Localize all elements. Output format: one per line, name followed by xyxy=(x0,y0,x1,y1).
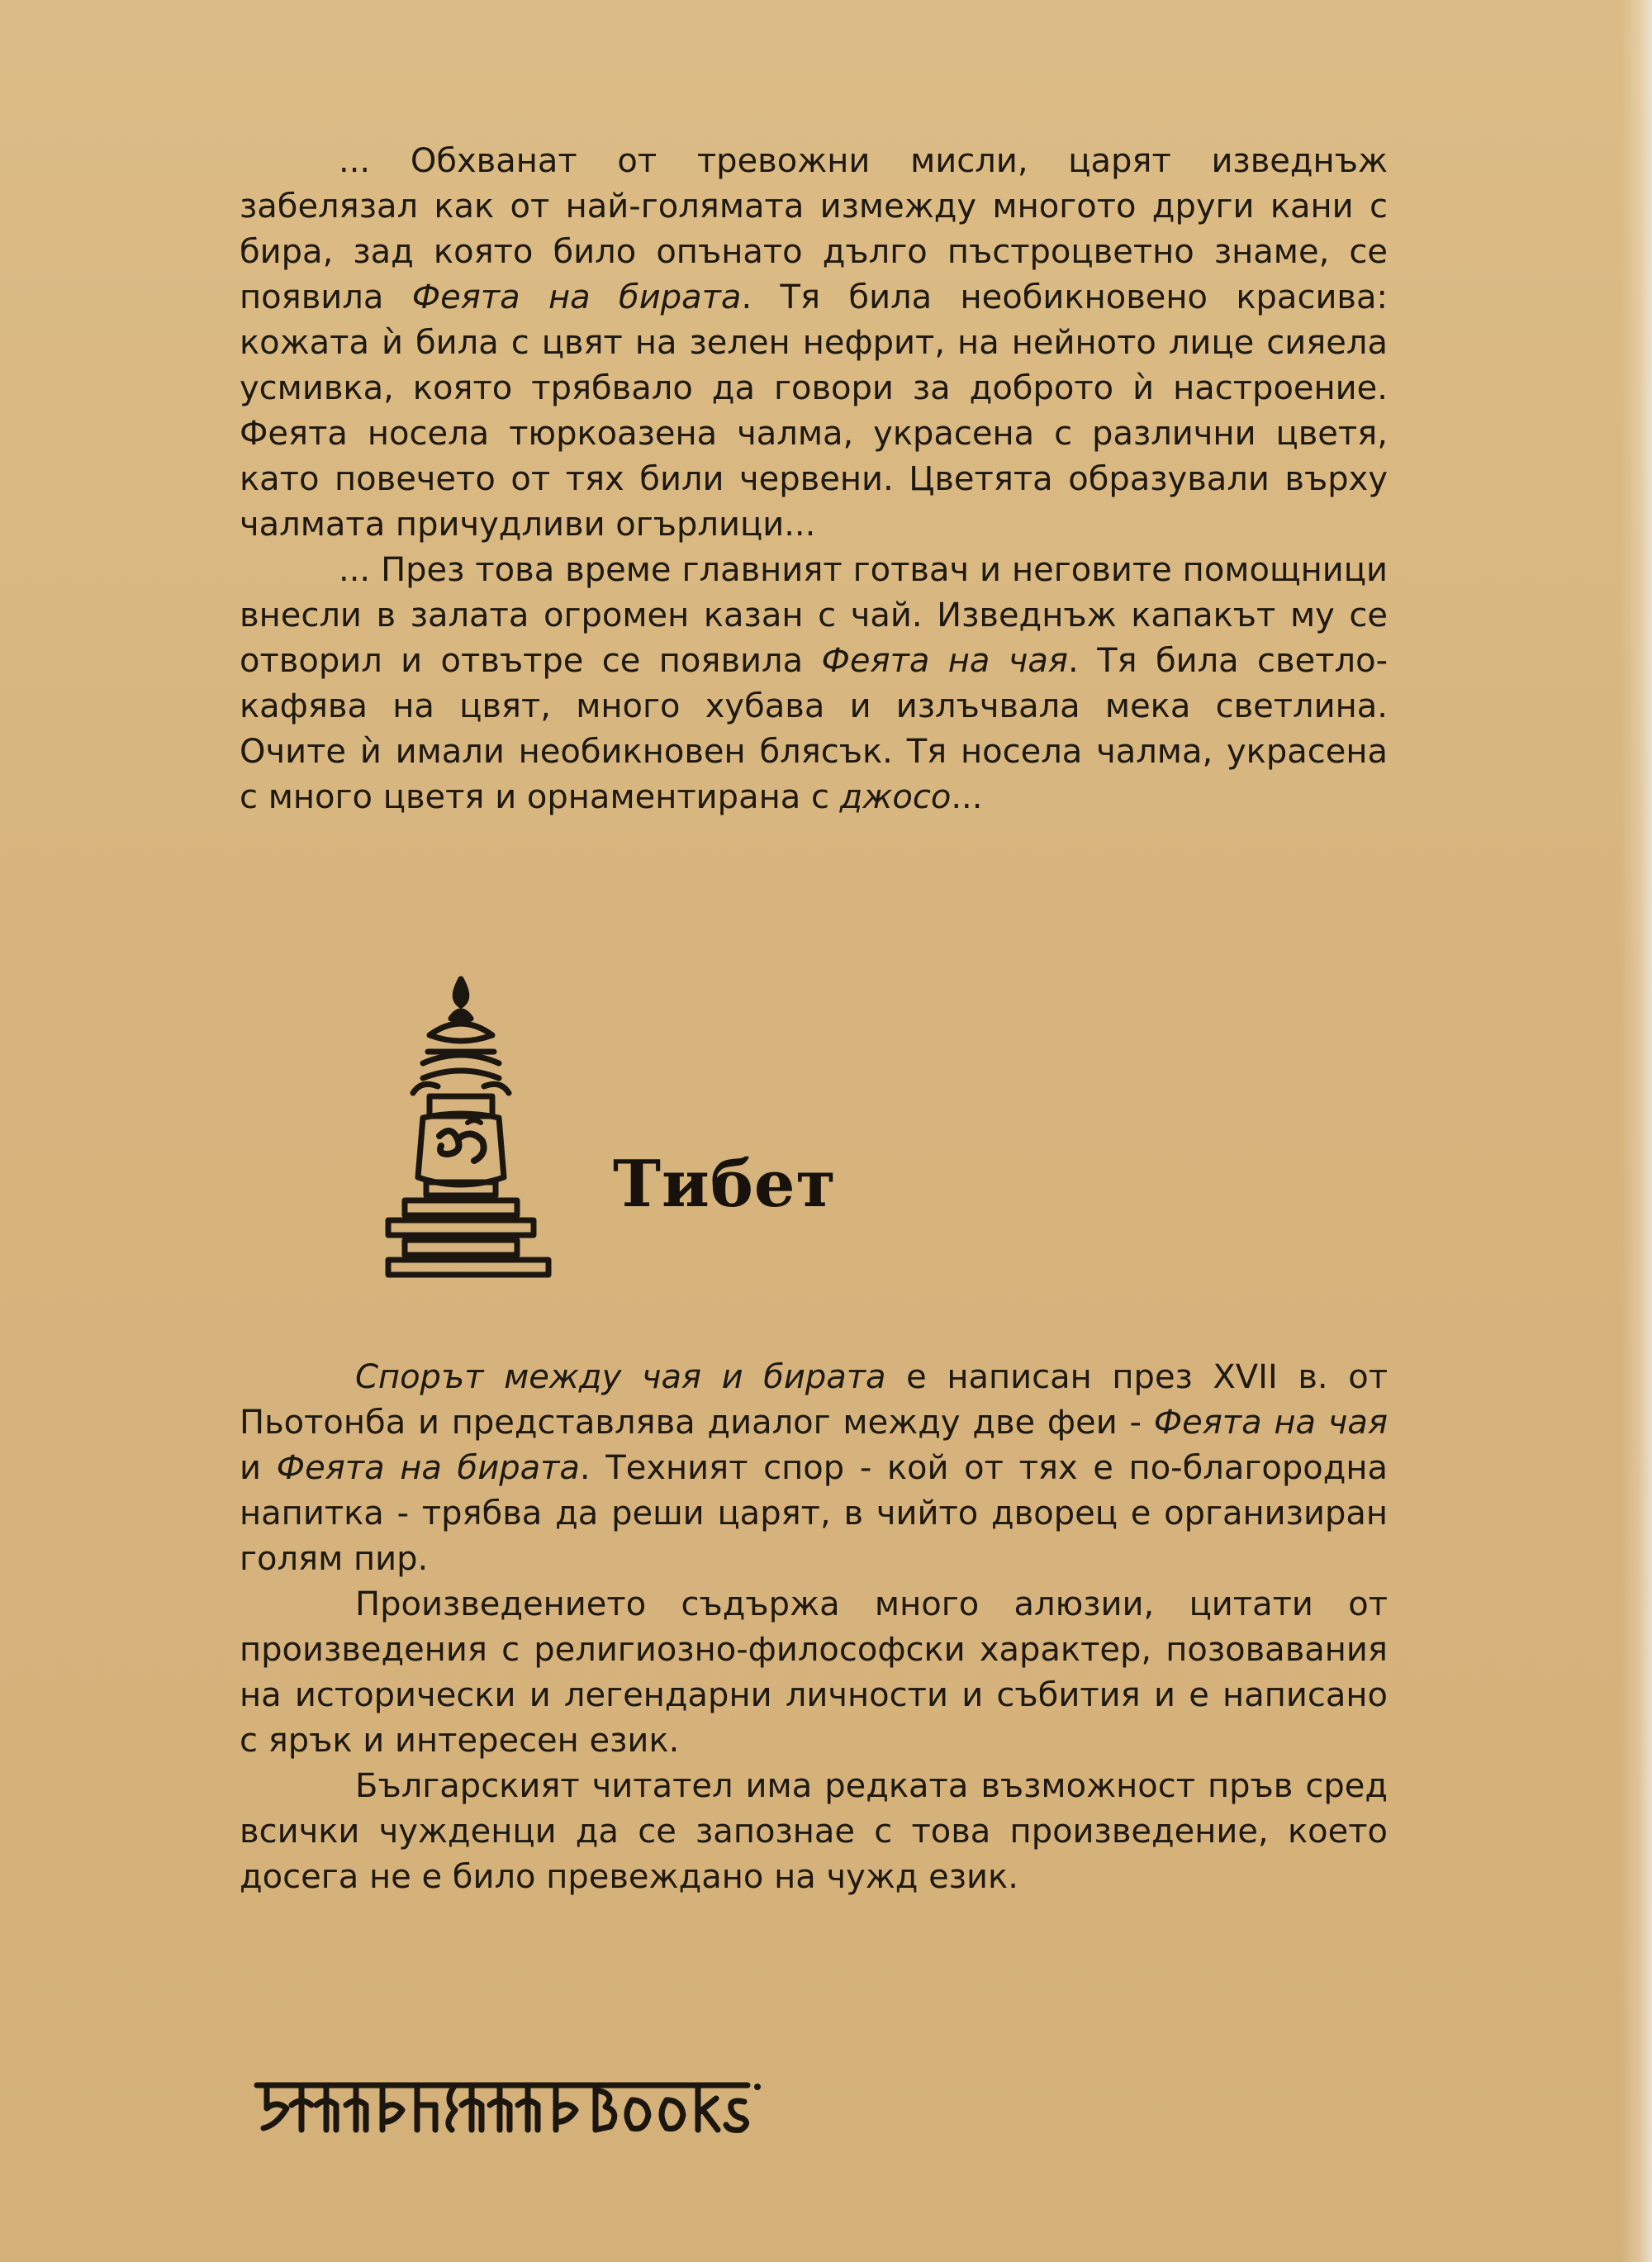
publisher-logo xyxy=(252,2075,764,2141)
text-run: ... Обхванат от тревожни мисли, царят изведнъж забелязал как от най-голямата измежду многото други кани с бира, зад която било опънато дълго пъстроцветно знаме, се появила xyxy=(240,142,1388,316)
text-run: Българският читател има редката възможност пръв сред всички чужденци да се запознае с това произведение, което досега не е било превеждано на чужд език. xyxy=(240,1767,1388,1896)
text-run: е написан през XVII в. от Пьотонба и представлява диалог между две феи - xyxy=(240,1358,1388,1442)
description-paragraph-2 xyxy=(240,1582,1388,1764)
text-run: ... През това време главният готвач и неговите помощници внесли в залата огромен казан с чай. Изведнъж капакът му се отворил и отвътре се появила xyxy=(240,551,1388,680)
text-run: . Техният спор - кой от тях е по-благородна напитка - трябва да реши царят, в чийто дворец е организиран голям пир. xyxy=(240,1449,1389,1578)
book-excerpt xyxy=(240,139,1388,820)
italic-text-run: джосо xyxy=(839,778,952,816)
title: Тибет xyxy=(613,1147,837,1222)
italic-text-run: Феята на бирата xyxy=(276,1449,580,1487)
italic-text-run: Спорът между чая и бирата xyxy=(355,1358,886,1396)
excerpt-paragraph-1 xyxy=(240,139,1388,548)
text-run: ... xyxy=(951,778,983,816)
text-run: . Тя била необикновено красива: кожата ѝ била с цвят на зелен нефрит, на нейното лице сияела усмивка, която трябвало да говори за доброто ѝ настроение. Феята носела тюркоазена чалма, украсена с различни цветя, като повечето от тях били червени. Цветята образували върху чалмата причудливи огърлици... xyxy=(240,278,1388,544)
text-run: Произведението съдържа много алюзии, цитати от произведения с религиозно-философски характер, позовавания на исторически и легендарни личности и събития и е написано с ярък и интересен език. xyxy=(240,1585,1388,1760)
italic-text-run: Феята на бирата xyxy=(411,278,742,316)
description-paragraph-3 xyxy=(240,1764,1388,1900)
italic-text-run: Феята на чая xyxy=(1153,1404,1389,1442)
book-description xyxy=(240,1355,1388,1900)
text-run: и xyxy=(240,1449,277,1487)
stupa-icon xyxy=(372,971,570,1293)
excerpt-paragraph-2 xyxy=(240,548,1388,820)
description-paragraph-1 xyxy=(240,1355,1388,1582)
italic-text-run: Феята на чая xyxy=(821,642,1068,680)
text-run: . Тя била светло-кафява на цвят, много хубава и излъчвала мека светлина. Очите ѝ имали необикновен блясък. Тя носела чалма, украсена с много цветя и орнаментирана с xyxy=(240,642,1389,816)
